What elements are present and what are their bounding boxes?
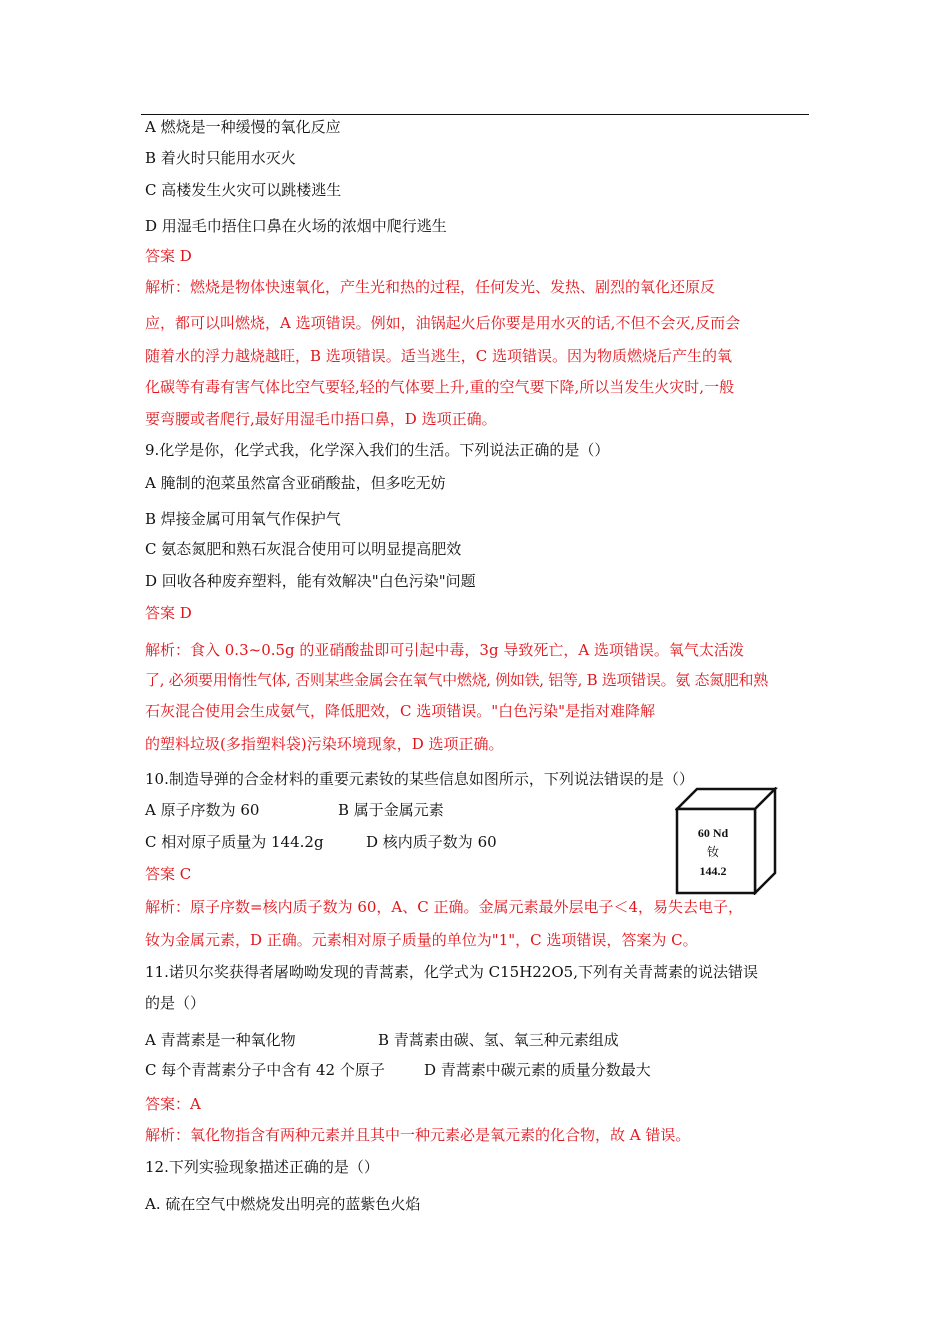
header-rule	[141, 114, 809, 115]
q8-analysis-line: 解析：燃烧是物体快速氧化，产生光和热的过程，任何发光、发热、剧烈的氧化还原反	[145, 278, 716, 296]
element-number-symbol: 60 Nd	[697, 826, 729, 840]
q8-option-d: D 用湿毛巾捂住口鼻在火场的浓烟中爬行逃生	[145, 217, 447, 235]
q8-option-b: B 着火时只能用水灭火	[145, 149, 296, 167]
q11-option-c: C 每个青蒿素分子中含有 42 个原子	[145, 1061, 385, 1079]
element-cube-figure	[675, 787, 779, 895]
q10-option-c: C 相对原子质量为 144.2g	[145, 833, 324, 851]
element-mass: 144.2	[699, 864, 727, 878]
q9-option-c: C 氨态氮肥和熟石灰混合使用可以明显提高肥效	[145, 540, 462, 558]
q8-option-c: C 高楼发生火灾可以跳楼逃生	[145, 181, 342, 199]
q12-question: 12.下列实验现象描述正确的是（）	[145, 1158, 379, 1176]
q11-analysis: 解析：氧化物指含有两种元素并且其中一种元素必是氧元素的化合物，故 A 错误。	[145, 1126, 691, 1144]
q10-option-a: A 原子序数为 60	[145, 801, 260, 819]
q8-option-a: A 燃烧是一种缓慢的氧化反应	[145, 118, 341, 136]
q11-question-line: 的是（）	[145, 994, 206, 1012]
q8-answer: 答案 D	[145, 247, 192, 265]
q9-question: 9.化学是你，化学式我，化学深入我们的生活。下列说法正确的是（）	[145, 441, 610, 459]
q12-option-a: A. 硫在空气中燃烧发出明亮的蓝紫色火焰	[145, 1195, 421, 1213]
q11-answer: 答案：A	[145, 1095, 201, 1113]
q8-analysis-line: 随着水的浮力越烧越旺，B 选项错误。适当逃生，C 选项错误。因为物质燃烧后产生的氧	[145, 347, 733, 365]
q10-question: 10.制造导弹的合金材料的重要元素钕的某些信息如图所示，下列说法错误的是（）	[145, 770, 694, 788]
q10-option-b: B 属于金属元素	[338, 801, 444, 819]
q10-option-d: D 核内质子数为 60	[366, 833, 497, 851]
q10-analysis-line: 解析：原子序数=核内质子数为 60，A、C 正确。金属元素最外层电子＜4，易失去电子，	[145, 898, 744, 916]
q9-analysis-line: 解析：食入 0.3~0.5g 的亚硝酸盐即可引起中毒，3g 导致死亡，A 选项错误。氧气太活泼	[145, 641, 744, 659]
q9-option-d: D 回收各种废弃塑料，能有效解决"白色污染"问题	[145, 572, 476, 590]
q11-option-b: B 青蒿素由碳、氢、氧三种元素组成	[378, 1031, 619, 1049]
q11-question-line: 11.诺贝尔奖获得者屠呦呦发现的青蒿素，化学式为 C15H22O5,下列有关青蒿素的说法错误	[145, 963, 758, 981]
q10-answer: 答案 C	[145, 865, 192, 883]
q8-analysis-line: 化碳等有毒有害气体比空气要轻,轻的气体要上升,重的空气要下降,所以当发生火灾时,一般	[145, 378, 735, 396]
q9-option-a: A 腌制的泡菜虽然富含亚硝酸盐，但多吃无妨	[145, 474, 446, 492]
q11-option-a: A 青蒿素是一种氧化物	[145, 1031, 296, 1049]
q10-analysis-line: 钕为金属元素，D 正确。元素相对原子质量的单位为"1"，C 选项错误，答案为 C。	[145, 931, 698, 949]
q9-answer: 答案 D	[145, 604, 192, 622]
q9-analysis-line: 了, 必须要用惰性气体, 否则某些金属会在氧气中燃烧, 例如铁, 铝等, B 选项错误。氨 态氮肥和熟	[145, 671, 768, 689]
element-name: 钕	[706, 845, 720, 859]
q9-option-b: B 焊接金属可用氧气作保护气	[145, 510, 341, 528]
q8-analysis-line: 应，都可以叫燃烧，A 选项错误。例如，油锅起火后你要是用水灭的话,不但不会灭,反而会	[145, 314, 741, 332]
cube-side-face	[755, 789, 775, 893]
q9-analysis-line: 石灰混合使用会生成氨气，降低肥效，C 选项错误。"白色污染"是指对难降解	[145, 702, 656, 720]
q9-analysis-line: 的塑料垃圾(多指塑料袋)污染环境现象，D 选项正确。	[145, 735, 504, 753]
q8-analysis-line: 要弯腰或者爬行,最好用湿毛巾捂口鼻，D 选项正确。	[145, 410, 497, 428]
q11-option-d: D 青蒿素中碳元素的质量分数最大	[424, 1061, 651, 1079]
